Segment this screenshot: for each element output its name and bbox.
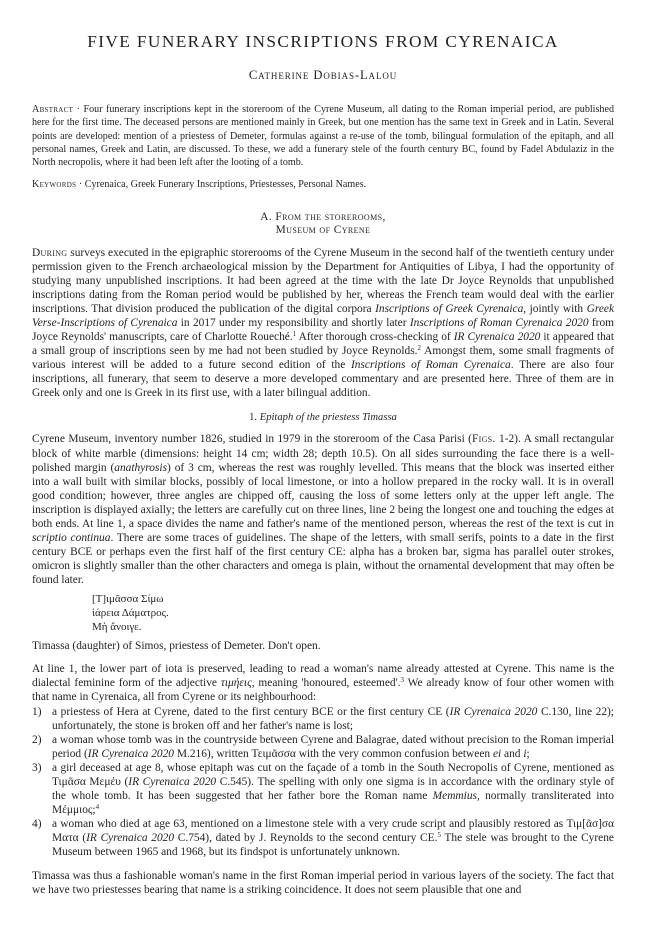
text-run: . There are some traces of guidelines. The shape of the letters, with small serifs, points to a date in the first century BCE or perhaps even the first half of the first century CE: alpha has a broken bar, sigma has parallel outer strokes, omicron is slightly smaller than the other characters and omega is plain, without the ornamental development that may often be found later. [32,531,615,586]
text-run: a girl deceased at age 8, whose epitaph was cut on the façade of a tomb in the South Necropolis of Cyrene, mentioned as Τιμᾶσα Μεμέυ ( [52,761,614,788]
text-run: , normally transliterated into Μέμμιος; [52,789,614,816]
subsection-title: Epitaph of the priestess Timassa [259,412,397,424]
closing-paragraph: Timassa was thus a fashionable woman's name in the first Roman imperial period in various layers of the society. The fact that we have two priestesses bearing that name is a striking coincidence. It does not seem plausible that one and [32,870,614,897]
text-run: Cyrene Museum, inventory number 1826, studied in 1979 in the storeroom of the Casa Parisi ( [32,433,472,446]
inscription-line-3: Μὴ ἄνοιγε. [92,620,142,633]
text-run: Amongst them, some small fragments of various interest will be added to a future second edition of the [32,345,614,372]
text-run: M.216), written Τειμᾶσσα with the very common confusion between [174,747,493,760]
text-run: it appeared that a small group of inscriptions seen by me had not been studied by Joyce Reynolds. [32,331,614,358]
italic-title: Inscriptions of Roman Cyrenaica 2020 [409,317,589,330]
author-name: Catherine Dobias-Lalou [248,68,398,82]
subsection-number: 1. [249,412,260,424]
keywords-text: · Cyrenaica, Greek Funerary Inscriptions, Priestesses, Personal Names. [76,179,367,191]
text-run: , jointly with [523,303,587,316]
abstract [32,103,614,169]
paper-page [0,32,650,951]
inscription-line-1: [Τ]ιμᾶσσα Σίμω [92,593,164,605]
text-run: C.545). The spelling with only one sigma is in accordance with the ordinary style of the whole tomb. It has been suggested that her father bore the Roman name [52,775,615,802]
footnote-ref[interactable]: 3 [400,676,405,685]
text-run: ) of 3 cm, whereas the rest was roughly levelled. This means that the block was inserted either into a wall built with similar blocks, possibly of local limestone, or into a hollow prepared in the rocky wall. It is in overall good condition; however, three angles are chipped off, causing the loss of some letters only at the upper left angle. The inscription is displayed axially; the letters are carefully cut on three lines, line 2 being the longest one and touching the edges at both ends. At line 1, a space divides the name and father's name of the mentioned person, whereas the rest of the text is cut in [32,461,614,530]
italic-term: scriptio continua [32,531,111,544]
attestation-list [32,705,614,860]
footnote-ref[interactable]: 4 [95,802,100,811]
list-number: 1) [32,705,42,718]
subsection-1-heading [32,411,614,424]
description-paragraph [32,432,614,587]
text-run: from Joyce Reynolds' manuscripts, care of Charlotte Roueché. [32,317,615,344]
drop-lead-word: During [32,246,68,259]
italic-title: IR Cyrenaica 2020 [128,775,217,788]
footnote-ref[interactable]: 5 [437,830,441,839]
abstract-text: · Four funerary inscriptions kept in the storeroom of the Cyrene Museum, all dating to the Roman imperial period, are published here for the first time. The deceased persons are mentioned mainly in Greek, but one mention has the same text in Greek and in Latin. Several points are developed: mention of a priestess of Demeter, formulas against a re-use of the tomb, bilingual formulation of the epitaph, and all personal names, Greek and Latin, are discussed. To these, we add a funerary stele of the fourth century BC, found by Fadel Abdulaziz in the North necropolis, where it had been left after the looting of a tomb. [32,104,614,169]
text-run: a priestess of Hera at Cyrene, dated to the first century BCE or the first century CE ( [52,705,450,718]
footnote-ref[interactable]: 1 [292,330,297,339]
list-item [32,705,614,733]
list-item [32,817,614,859]
list-number: 2) [32,733,42,746]
italic-title: IR Cyrenaica 2020 [449,705,538,718]
text-run: in 2017 under my responsibility and shortly later [177,317,410,330]
italic-term: anathyrosis [114,461,168,474]
italic-title: Greek Verse-Inscriptions of Cyrenaica [32,303,614,330]
text-run: . There are also four inscriptions, all funerary, that seem to deserve a more developed commentary and are presented here. Three of them are in Greek only and one is Greek in its first use, with a later bilingual addition. [32,359,614,400]
italic-title: IR Cyrenaica 2020 [87,747,175,760]
text-run: 1-2). A small rectangular block of white marble (dimensions: height 14 cm; width 28; depth 10.5). On all sides surrounding the face there is a well-polished margin ( [32,433,614,474]
abstract-label: Abstract [32,104,74,115]
text-run: a woman who died at age 63, mentioned on a limestone stele with a very crude script and plausibly restored as Τιμ[ᾶσ]σα Ματα ( [52,817,614,844]
text-run: After thorough cross-checking of [296,331,454,344]
list-number: 4) [32,817,42,830]
text-run: We already know of four other women with that name in Cyrenaica, all from Cyrene or its neighbourhood: [32,677,614,704]
text-run: ; [526,747,530,760]
greek-term: τιμήεις [220,677,252,690]
keywords-label: Keywords [32,179,77,191]
text-run: C.754), dated by J. Reynolds to the second century CE. [174,831,438,844]
intro-paragraph [32,246,614,401]
commentary-paragraph [32,662,614,704]
text-run: C.130, line 22); unfortunately, the stone is broken off and her father's name is lost; [52,705,614,732]
section-a-line2: Museum of Cyrene [275,224,371,237]
text-run: a woman whose tomb was in the countryside between Cyrene and Balagrae, dated without precision to the Roman imperial period ( [52,733,614,760]
text-run: At line 1, the lower part of iota is preserved, leading to read a woman's name already attested at Cyrene. This name is the dialectal feminine form of the adjective [32,663,614,690]
italic-term: i [523,747,527,760]
inscription-translation: Timassa (daughter) of Simos, priestess of Demeter. Don't open. [32,640,321,653]
italic-title: IR Cyrenaica 2020 [453,331,541,344]
text-run: and [501,747,524,760]
section-a-line1: A. From the storerooms, [260,210,386,223]
italic-title: Inscriptions of Roman Cyrenaica [351,359,511,372]
footnote-ref[interactable]: 2 [417,344,422,353]
text-run: The stele was brought to the Cyrene Museum between 1965 and 1968, but its findspot is unfortunately unknown. [52,831,614,858]
paper-title: FIVE FUNERARY INSCRIPTIONS FROM CYRENAICA [87,32,559,51]
italic-title: IR Cyrenaica 2020 [86,831,175,844]
list-number: 3) [32,761,42,774]
italic-term: ei [492,747,502,760]
list-item [32,761,614,817]
italic-term: Memmius [432,789,477,802]
italic-title: Inscriptions of Greek Cyrenaica [375,303,524,316]
inscription-line-2: ἱάρεια Δάματρος. [92,606,169,619]
figure-ref: Figs. [471,433,496,446]
section-a-heading [32,211,614,238]
text-run: , meaning 'honoured, esteemed'. [251,677,401,690]
greek-inscription [92,593,614,634]
list-item [32,733,614,761]
keywords [32,178,614,191]
text-run: surveys executed in the epigraphic storerooms of the Cyrene Museum in the second half of the twentieth century under permission given to the French archaeological mission by the Department for Antiquities of Libya, I had the opportunity of studying many unpublished inscriptions. It had been agreed at the time with the late Dr Joyce Reynolds that unpublished inscriptions dating from the Roman period would be published by her, whereas the French team would deal with the earlier inscriptions. That division produced the publication of the digital corpora [32,246,614,316]
